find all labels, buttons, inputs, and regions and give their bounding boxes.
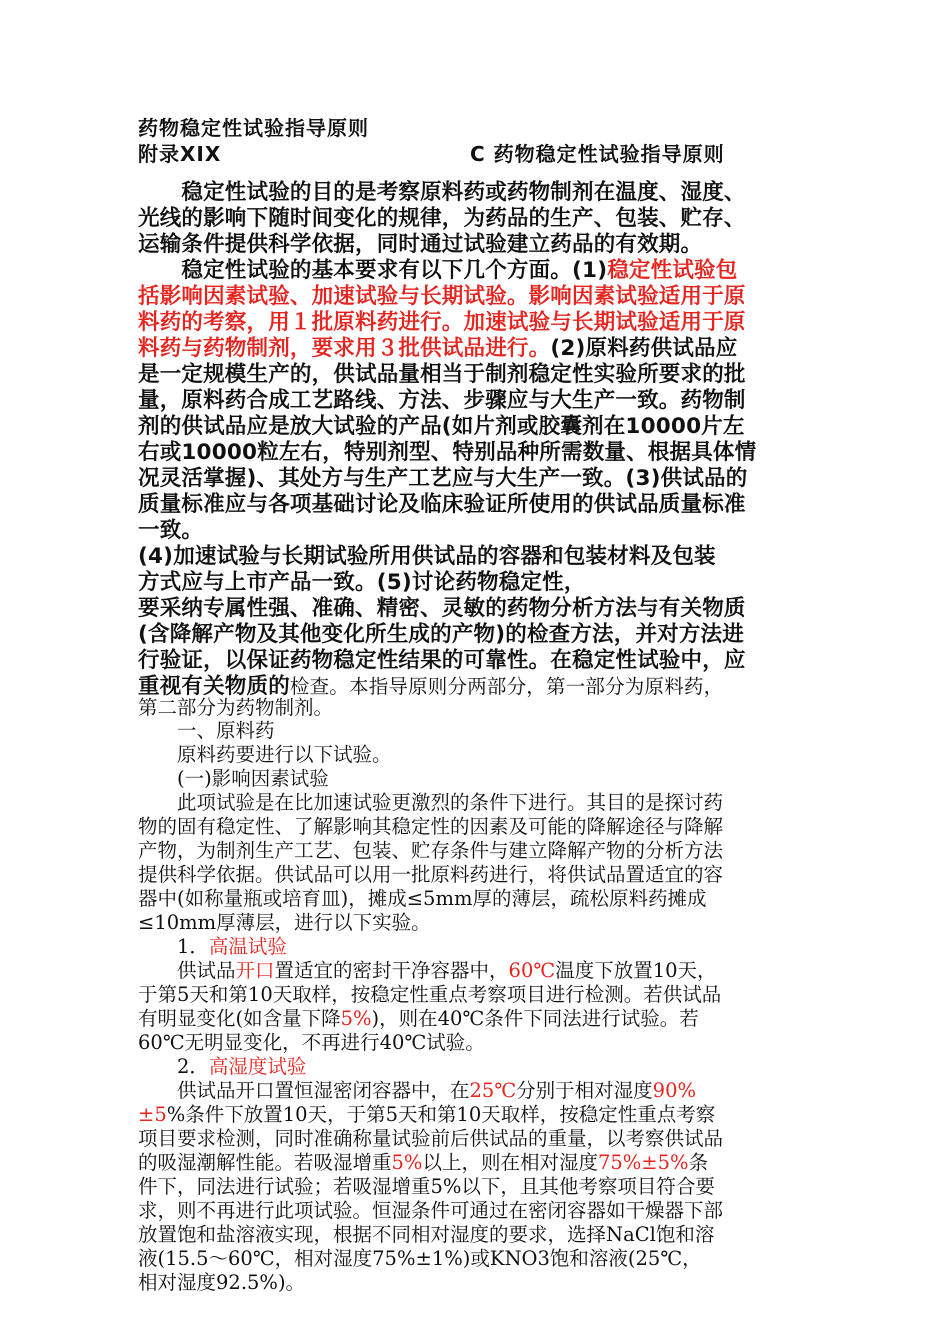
text-segment: 要采纳专属性强、准确、精密、灵敏的药物分析方法与有关物质	[138, 596, 746, 621]
text-line	[138, 363, 746, 387]
text-line	[138, 768, 329, 790]
text-segment: 温度下放置10天，	[555, 959, 717, 982]
text-line	[138, 649, 746, 673]
text-segment: 提供科学依据。供试品可以用一批原料药进行，将供试品置适宜的容	[138, 863, 724, 886]
text-segment: 相对湿度92.5%)。	[138, 1271, 306, 1294]
text-segment: 此项试验是在比加速试验更激烈的条件下进行。其目的是探讨药	[138, 791, 724, 814]
appendix-title: C 药物稳定性试验指导原则	[470, 142, 725, 166]
text-line	[138, 864, 723, 886]
text-line	[138, 441, 756, 465]
text-segment: 2．	[138, 1055, 209, 1078]
text-line	[138, 1104, 715, 1126]
highlighted-text: 25℃	[469, 1079, 517, 1102]
text-line	[138, 389, 746, 413]
text-segment: (4)加速试验与长期试验所用供试品的容器和包装材料及包装	[138, 544, 716, 569]
text-line	[138, 1248, 702, 1270]
text-segment: 原料药要进行以下试验。	[138, 743, 392, 766]
text-line	[138, 259, 737, 283]
text-line	[138, 1152, 708, 1174]
highlighted-text: 开口	[235, 959, 275, 982]
text-line	[138, 1128, 723, 1150]
text-segment: 方式应与上市产品一致。(5)讨论药物稳定性，	[138, 570, 586, 595]
text-segment: 物的固有稳定性、了解影响其稳定性的因素及可能的降解途径与降解	[138, 815, 724, 838]
text-segment: 有明显变化(如含量下降	[138, 1007, 341, 1030]
text-segment: ≤10mm厚薄层，进行以下实验。	[138, 911, 431, 934]
text-line	[138, 792, 723, 814]
text-segment: 60℃无明显变化，不再进行40℃试验。	[138, 1031, 485, 1054]
text-segment: 重视有关物质的	[138, 674, 290, 699]
text-segment: )，则在40℃条件下同法进行试验。若	[371, 1007, 699, 1030]
text-line	[138, 1272, 305, 1294]
text-segment: 剂的供试品应是放大试验的产品(如片剂或胶囊剂在10000片左	[138, 414, 745, 439]
text-line	[138, 623, 744, 647]
text-line	[138, 597, 746, 621]
text-line	[138, 936, 287, 958]
text-segment: 项目要求检测，同时准确称量试验前后供试品的重量，以考察供试品	[138, 1127, 724, 1150]
text-segment: 光线的影响下随时间变化的规律，为药品的生产、包装、贮存、	[138, 206, 746, 231]
text-line	[138, 1176, 715, 1198]
text-segment: %条件下放置10天，于第5天和第10天取样，按稳定性重点考察	[166, 1103, 716, 1126]
appendix-label: 附录XIX	[138, 142, 222, 166]
text-line	[138, 1200, 723, 1222]
text-line	[138, 840, 723, 862]
text-segment: 供试品	[138, 959, 236, 982]
text-segment: 稳定性试验的目的是考察原料药或药物制剂在温度、湿度、	[138, 180, 746, 205]
highlighted-text: 5%	[340, 1007, 372, 1030]
highlighted-text: 高温试验	[208, 935, 287, 958]
text-segment: 运输条件提供科学依据，同时通过试验建立药品的有效期。	[138, 232, 703, 257]
text-segment: 器中(如称量瓶或培育皿)，摊成≤5mm厚的薄层，疏松原料药摊成	[138, 887, 707, 910]
text-segment: 放置饱和盐溶液实现，根据不同相对湿度的要求，选择NaCl饱和溶	[138, 1223, 715, 1246]
text-line	[138, 1224, 714, 1246]
text-segment: 1．	[138, 935, 209, 958]
text-line	[138, 337, 737, 361]
text-line	[138, 912, 431, 934]
text-segment: 件下，同法进行试验；若吸湿增重5%以下，且其他考察项目符合要	[138, 1175, 715, 1198]
text-line	[138, 415, 745, 439]
text-segment: (2)原料药供试品应	[550, 336, 738, 361]
text-segment: 求，则不再进行此项试验。恒湿条件可通过在密闭容器如干燥器下部	[138, 1199, 724, 1222]
text-segment: 量，原料药合成工艺路线、方法、步骤应与大生产一致。药物制	[138, 388, 746, 413]
text-line	[138, 493, 746, 517]
document-title: 药物稳定性试验指导原则	[138, 116, 369, 140]
text-line	[138, 311, 746, 335]
text-segment: (一)影响因素试验	[138, 767, 329, 790]
text-line	[138, 467, 747, 491]
text-segment: 供试品开口置恒湿密闭容器中，在	[138, 1079, 470, 1102]
text-line	[138, 285, 746, 309]
highlighted-text: 括影响因素试验、加速试验与长期试验。影响因素试验适用于原	[138, 284, 746, 309]
text-line	[138, 181, 746, 205]
text-line	[138, 1056, 306, 1078]
text-line	[138, 545, 716, 569]
highlighted-text: 5%	[391, 1151, 423, 1174]
text-segment: 是一定规模生产的，供试品量相当于制剂稳定性实验所要求的批	[138, 362, 746, 387]
text-segment: 液(15.5～60℃，相对湿度75%±1%)或KNO3饱和溶液(25℃，	[138, 1247, 702, 1270]
text-line	[138, 1008, 699, 1030]
text-line	[138, 519, 203, 543]
text-segment: 况灵活掌握)、其处方与生产工艺应与大生产一致。(3)供试品的	[138, 466, 748, 491]
highlighted-text: 高湿度试验	[208, 1055, 307, 1078]
highlighted-text: 75%±5%	[597, 1151, 689, 1174]
text-segment: 检查。本指导原则分两部分，第一部分为原料药，	[289, 675, 724, 698]
text-segment: (含降解产物及其他变化所生成的产物)的检查方法，并对方法进	[138, 622, 744, 647]
text-line	[138, 720, 275, 742]
text-segment: 以上，则在相对湿度	[422, 1151, 598, 1174]
text-line	[138, 233, 702, 257]
text-line	[138, 984, 721, 1006]
text-segment: 产物，为制剂生产工艺、包装、贮存条件与建立降解产物的分析方法	[138, 839, 724, 862]
highlighted-text: 稳定性试验包	[607, 258, 738, 283]
text-line	[138, 888, 706, 910]
text-line	[138, 1032, 485, 1054]
text-line	[138, 571, 586, 595]
text-line	[138, 816, 723, 838]
highlighted-text: ±5	[138, 1103, 167, 1126]
text-line	[138, 1080, 696, 1102]
highlighted-text: 料药与药物制剂，要求用３批供试品进行。	[138, 336, 551, 361]
text-segment: 稳定性试验的基本要求有以下几个方面。(1)	[138, 258, 608, 283]
text-segment: 行验证，以保证药物稳定性结果的可靠性。在稳定性试验中，应	[138, 648, 746, 673]
highlighted-text: 60℃	[508, 959, 556, 982]
text-line	[138, 960, 717, 982]
text-segment: 一、原料药	[138, 719, 275, 742]
text-line	[138, 744, 392, 766]
text-segment: 第二部分为药物制剂。	[138, 696, 334, 719]
text-segment: 右或10000粒左右，特别剂型、特别品种所需数量、根据具体情	[138, 440, 757, 465]
text-segment: 于第5天和第10天取样，按稳定性重点考察项目进行检测。若供试品	[138, 983, 722, 1006]
text-segment: 一致。	[138, 518, 204, 543]
text-segment: 质量标准应与各项基础讨论及临床验证所使用的供试品质量标准	[138, 492, 746, 517]
text-segment: 条	[688, 1151, 709, 1174]
highlighted-text: 90%	[652, 1079, 697, 1102]
text-segment: 分别于相对湿度	[516, 1079, 653, 1102]
text-line	[138, 697, 333, 719]
highlighted-text: 料药的考察，用１批原料药进行。加速试验与长期试验适用于原	[138, 310, 746, 335]
text-segment: 置适宜的密封干净容器中，	[274, 959, 509, 982]
text-segment: 的吸湿潮解性能。若吸湿增重	[138, 1151, 392, 1174]
text-line	[138, 207, 746, 231]
